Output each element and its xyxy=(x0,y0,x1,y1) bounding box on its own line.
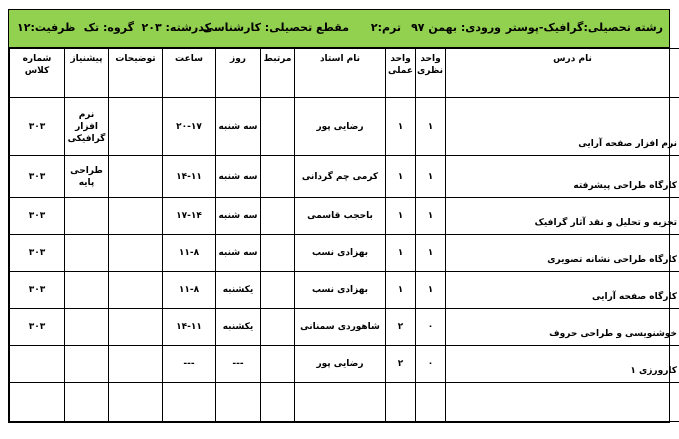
table-row xyxy=(10,235,679,272)
col-related: مرتبط xyxy=(261,49,295,98)
table-row xyxy=(10,272,679,309)
room-cell: ۳۰۳ xyxy=(10,156,65,198)
theory-cell: ۱ xyxy=(416,156,446,198)
room-cell: ۳۰۳ xyxy=(10,272,65,309)
day-cell: سه شنبه xyxy=(216,98,261,156)
room-cell: ۳۰۳ xyxy=(10,98,65,156)
table-row xyxy=(10,98,679,156)
room-cell: ۳۰۳ xyxy=(10,309,65,346)
practical-cell: ۲ xyxy=(386,309,416,346)
col-notes: توضیحات xyxy=(109,49,163,98)
capacity-label: ظرفیت:۱۲ xyxy=(17,21,76,34)
theory-cell: ۱ xyxy=(416,198,446,235)
related-cell xyxy=(261,156,295,198)
prereq-cell xyxy=(65,346,109,383)
practical-cell: ۱ xyxy=(386,198,416,235)
room-cell: ۳۰۳ xyxy=(10,198,65,235)
notes-cell xyxy=(109,346,163,383)
related-cell xyxy=(261,98,295,156)
day-cell: --- xyxy=(216,346,261,383)
notes-cell xyxy=(109,98,163,156)
prereq-cell xyxy=(65,235,109,272)
col-day: روز xyxy=(216,49,261,98)
teacher-cell: بهزادی نسب xyxy=(295,272,386,309)
theory-cell: ۱ xyxy=(416,272,446,309)
day-cell: سه شنبه xyxy=(216,235,261,272)
time-cell: ۱۴-۱۱ xyxy=(163,309,216,346)
day-cell: سه شنبه xyxy=(216,156,261,198)
schedule-sheet xyxy=(8,9,677,423)
time-cell: ۱۴-۱۱ xyxy=(163,156,216,198)
table-row xyxy=(10,156,679,198)
level-label: مقطع تحصیلی: کارشناسی xyxy=(202,21,349,34)
col-theory-units: واحد نظری xyxy=(416,49,446,98)
course-cell: کارورزی ۱ xyxy=(446,346,679,383)
notes-cell xyxy=(109,198,163,235)
notes-cell xyxy=(109,272,163,309)
course-cell: کارگاه طراحی پیشرفته xyxy=(446,156,679,198)
term-label: ترم:۲ xyxy=(370,21,401,34)
table-row xyxy=(10,346,679,383)
practical-cell: ۱ xyxy=(386,156,416,198)
room-cell xyxy=(10,346,65,383)
theory-cell: ۰ xyxy=(416,309,446,346)
prereq-cell xyxy=(65,272,109,309)
theory-cell: ۱ xyxy=(416,98,446,156)
practical-cell: ۱ xyxy=(386,98,416,156)
related-cell xyxy=(261,309,295,346)
related-cell xyxy=(261,235,295,272)
time-cell: ۱۱-۸ xyxy=(163,235,216,272)
related-cell xyxy=(261,272,295,309)
table-row xyxy=(10,309,679,346)
col-time: ساعت xyxy=(163,49,216,98)
teacher-cell: شاهوردی سمنانی xyxy=(295,309,386,346)
practical-cell: ۲ xyxy=(386,346,416,383)
notes-cell xyxy=(109,235,163,272)
notes-cell xyxy=(109,309,163,346)
theory-cell: ۱ xyxy=(416,235,446,272)
entry-label: ورودی: بهمن ۹۷ xyxy=(411,21,501,34)
class-code-label: کدرشته: ۲۰۳ xyxy=(141,21,211,34)
teacher-cell: کرمی چم گردانی xyxy=(295,156,386,198)
notes-cell xyxy=(109,156,163,198)
time-cell: --- xyxy=(163,346,216,383)
group-label: گروه: تک xyxy=(83,21,134,34)
course-cell: کارگاه صفحه آرایی xyxy=(446,272,679,309)
col-prereq: پیشنیاز xyxy=(65,49,109,98)
day-cell: یکشنبه xyxy=(216,309,261,346)
time-cell: ۲۰-۱۷ xyxy=(163,98,216,156)
day-cell: سه شنبه xyxy=(216,198,261,235)
table-header-row xyxy=(10,49,679,98)
course-cell: نرم افزار صفحه آرایی xyxy=(446,98,679,156)
time-cell: ۱۷-۱۴ xyxy=(163,198,216,235)
col-room: شماره کلاس xyxy=(10,49,65,98)
course-table xyxy=(9,48,679,422)
header-bar xyxy=(9,10,669,48)
theory-cell: ۰ xyxy=(416,346,446,383)
col-teacher: نام استاد xyxy=(295,49,386,98)
practical-cell: ۱ xyxy=(386,272,416,309)
teacher-cell: رضایی پور xyxy=(295,98,386,156)
prereq-cell: نرم افزار گرافیکی xyxy=(65,98,109,156)
prereq-cell xyxy=(65,198,109,235)
time-cell: ۱۱-۸ xyxy=(163,272,216,309)
teacher-cell: رضایی پور xyxy=(295,346,386,383)
room-cell: ۳۰۳ xyxy=(10,235,65,272)
field-label: رشته تحصیلی:گرافیک-پوستر xyxy=(505,21,663,34)
course-cell: تجزیه و تحلیل و نقد آثار گرافیک xyxy=(446,198,679,235)
prereq-cell: طراحی پایه xyxy=(65,156,109,198)
course-cell: خوشنویسی و طراحی حروف xyxy=(446,309,679,346)
col-practical-units: واحد عملی xyxy=(386,49,416,98)
course-cell: کارگاه طراحی نشانه تصویری xyxy=(446,235,679,272)
empty-row xyxy=(10,383,679,422)
teacher-cell: بهزادی نسب xyxy=(295,235,386,272)
teacher-cell: باحجب قاسمی xyxy=(295,198,386,235)
related-cell xyxy=(261,198,295,235)
prereq-cell xyxy=(65,309,109,346)
col-course: نام درس xyxy=(446,49,679,98)
practical-cell: ۱ xyxy=(386,235,416,272)
day-cell: یکشنبه xyxy=(216,272,261,309)
table-row xyxy=(10,198,679,235)
related-cell xyxy=(261,346,295,383)
